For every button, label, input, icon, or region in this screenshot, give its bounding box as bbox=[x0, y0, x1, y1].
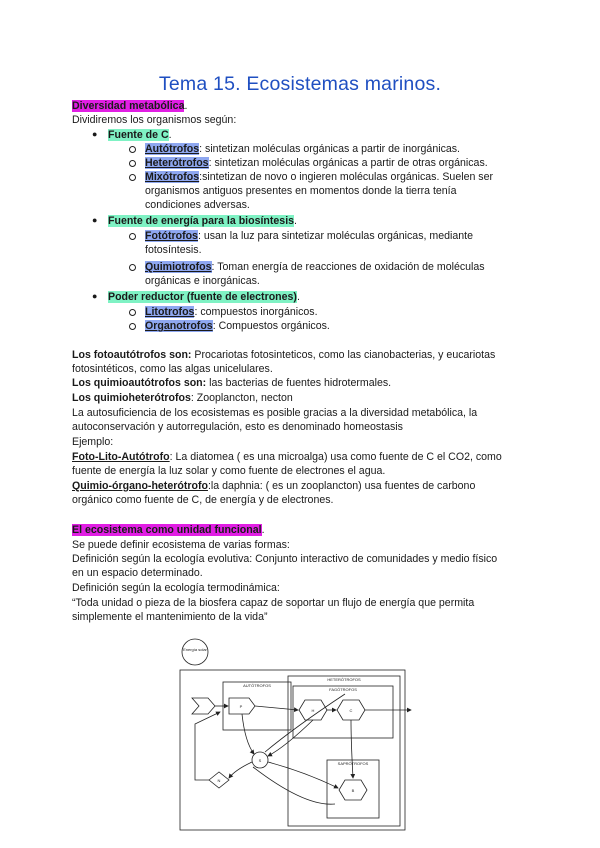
para-ejemplo: Ejemplo: bbox=[72, 436, 114, 448]
item-mixotrofos-cont: organismos antiguos presentes en momentos donde la tierra tenía bbox=[145, 185, 457, 197]
item-fototrofos-cont: fotosíntesis. bbox=[145, 244, 202, 256]
example-quimio-organo-cont: orgánico como fuente de C, de energía y de electrones. bbox=[72, 494, 334, 506]
page-title: Tema 15. Ecosistemas marinos. bbox=[158, 73, 442, 95]
heterotrofos-label: HETERÓTROFOS bbox=[327, 677, 361, 682]
circle-bullet-icon bbox=[129, 160, 136, 167]
para-fotoautotrofos: Los fotoautótrofos son: Procariotas fotosinteticos, como las cianobacterias, y eucariotas bbox=[72, 349, 496, 361]
item-quimiotrofos: Quimiotrofos: Toman energía de reacciones de oxidación de moléculas bbox=[145, 261, 485, 273]
n-label: N bbox=[217, 778, 221, 783]
circle-bullet-icon bbox=[129, 323, 136, 330]
s2-line: Se puede definir ecosistema de varias formas: bbox=[72, 539, 290, 551]
bullet-poder-reductor: Poder reductor (fuente de electrones). bbox=[108, 291, 300, 303]
para-autosuficiencia-cont: autoconservación y autorregulación, esto es denominado homeostasis bbox=[72, 421, 403, 433]
para-autosuficiencia: La autosuficiencia de los ecosistemas es posible gracias a la diversidad metabólica, la bbox=[72, 407, 478, 419]
s2-line: en un espacio determinado. bbox=[72, 567, 203, 579]
sun-node bbox=[182, 639, 208, 665]
circle-bullet-icon bbox=[129, 309, 136, 316]
s2-line: Definición según la ecología evolutiva: Conjunto interactivo de comunidades y medio físico bbox=[72, 553, 498, 565]
b-label: B bbox=[351, 788, 355, 793]
circle-bullet-icon bbox=[129, 146, 136, 153]
s2-line: Definición según la ecología termodinámica: bbox=[72, 582, 280, 594]
example-foto-lito-cont: fuente de energía la luz solar y como fuente de electrones el agua. bbox=[72, 465, 386, 477]
input-chevron-icon bbox=[192, 698, 215, 714]
autotrofos-label: AUTÓTROFOS bbox=[243, 683, 271, 688]
bullet-fuente-c: Fuente de C. bbox=[108, 129, 172, 141]
circle-bullet-icon bbox=[129, 233, 136, 240]
p-label: P bbox=[239, 704, 243, 709]
item-mixotrofos: Mixótrofos:sintetizan de novo o ingieren moléculas orgánicas. Suelen ser bbox=[145, 171, 494, 183]
fagotrofos-box bbox=[293, 686, 393, 738]
item-mixotrofos-cont: condiciones adversas. bbox=[145, 199, 250, 211]
item-organotrofos: Organotrofos: Compuestos orgánicos. bbox=[145, 320, 330, 332]
item-litotrofos: Litotrofos: compuestos inorgánicos. bbox=[145, 306, 318, 318]
ecosystem-boundary bbox=[180, 670, 405, 830]
intro-text: Dividiremos los organismos según: bbox=[72, 114, 237, 126]
s2-line: “Toda unidad o pieza de la biosfera capaz de soportar un flujo de energía que permita bbox=[72, 597, 475, 609]
heterotrofos-box bbox=[288, 676, 400, 826]
section-heading-diversidad: Diversidad metabólica. bbox=[72, 100, 188, 112]
item-fototrofos: Fotótrofos: usan la luz para sintetizar moléculas orgánicas, mediante bbox=[145, 230, 473, 242]
item-autotrofos: Autótrofos: sintetizan moléculas orgánicas a partir de inorgánicas. bbox=[145, 143, 461, 155]
h-label: H bbox=[311, 708, 315, 713]
ecosystem-energy-flow-diagram bbox=[175, 632, 415, 832]
para-fotoautotrofos-cont: fotosintéticos, como las algas unicelulares. bbox=[72, 363, 273, 375]
para-quimioheterotrofos: Los quimioheterótrofos: Zooplancton, necton bbox=[72, 392, 293, 404]
item-heterotrofos: Heterótrofos: sintetizan moléculas orgánicas a partir de otras orgánicas. bbox=[145, 157, 488, 169]
item-quimiotrofos-cont: orgánicas e inorgánicas. bbox=[145, 275, 260, 287]
section-heading-ecosistema: El ecosistema como unidad funcional. bbox=[72, 524, 265, 536]
example-quimio-organo: Quimio-órgano-heterótrofo:la daphnia: ( es un zooplancton) usa fuentes de carbono bbox=[72, 480, 476, 492]
c-label: C bbox=[349, 708, 353, 713]
saprotrofos-label: SAPRÓTROFOS bbox=[337, 761, 369, 766]
circle-bullet-icon bbox=[129, 174, 136, 181]
fagotrofos-label: FAGÓTROFOS bbox=[329, 687, 357, 692]
example-foto-lito: Foto-Lito-Autótrofo: La diatomea ( es una microalga) usa como fuente de C el CO2, como bbox=[72, 451, 502, 463]
circle-bullet-icon bbox=[129, 264, 136, 271]
bullet-fuente-energia: Fuente de energía para la biosíntesis. bbox=[108, 215, 297, 227]
bullet-icon: ● bbox=[92, 129, 98, 139]
bullet-icon: ● bbox=[92, 215, 98, 225]
s2-line: simplemente el mantenimiento de la vida” bbox=[72, 611, 268, 623]
s-label: S bbox=[258, 758, 262, 763]
sun-label: Energía solar bbox=[183, 647, 207, 652]
bullet-icon: ● bbox=[92, 291, 98, 301]
para-quimioautotrofos: Los quimioautótrofos son: las bacterias de fuentes hidrotermales. bbox=[72, 377, 392, 389]
